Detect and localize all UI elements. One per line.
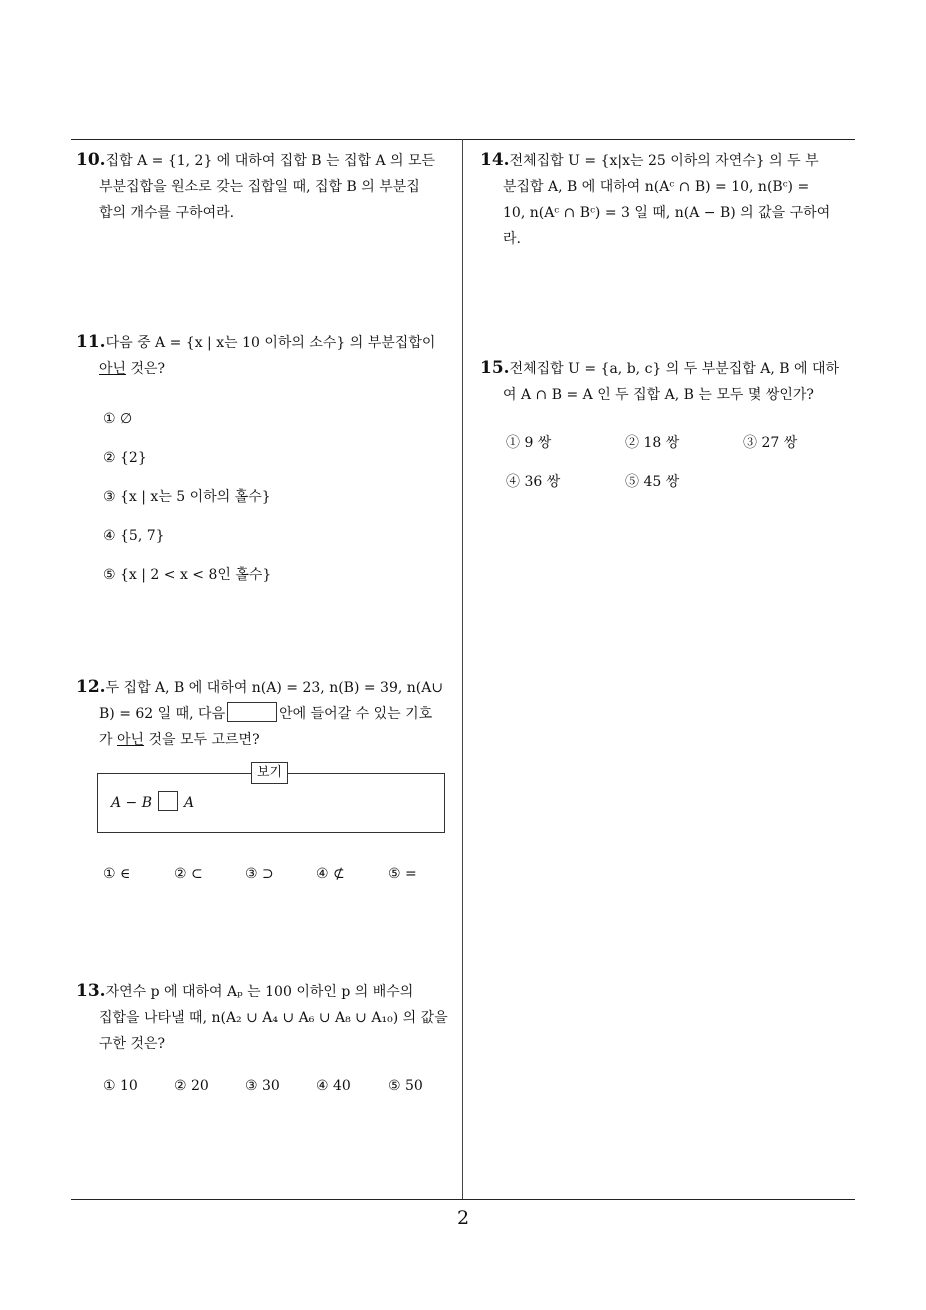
q11-options <box>103 406 271 601</box>
bottom-rule <box>71 1199 855 1200</box>
bogi-content <box>111 791 194 811</box>
option-1[interactable]: ① 9 쌍 <box>506 435 552 451</box>
bogi-expression-right: A <box>184 795 195 811</box>
question-15 <box>480 355 858 408</box>
option-3[interactable]: ③ ⊃ <box>245 866 274 882</box>
option-2[interactable]: ② {2} <box>103 450 147 466</box>
question-12 <box>76 674 461 753</box>
question-number: 11. <box>76 332 106 352</box>
bogi-box <box>97 765 445 833</box>
option-4[interactable]: ④ 40 <box>316 1078 351 1094</box>
question-text-line: 구한 것은? <box>99 1036 166 1052</box>
option-3[interactable]: ③ 27 쌍 <box>743 435 798 451</box>
question-text-line: 두 집합 A, B 에 대하여 n(A) = 23, n(B) = 39, n(A∪ <box>105 680 444 696</box>
question-number: 14. <box>480 150 510 170</box>
question-text-line: 합의 개수를 구하여라. <box>99 205 235 221</box>
question-text: 것을 모두 고르면? <box>144 732 260 748</box>
q15-options-row-1 <box>506 432 846 458</box>
option-2[interactable]: ② 18 쌍 <box>625 435 680 451</box>
bogi-title: 보기 <box>251 762 288 784</box>
option-1[interactable]: ① ∅ <box>103 411 133 427</box>
question-text-line: 전체집합 U = {x|x는 25 이하의 자연수} 의 두 부 <box>509 153 819 169</box>
question-number: 13. <box>76 981 106 1001</box>
page-number: 2 <box>456 1207 470 1229</box>
question-text-line: 자연수 p 에 대하여 Aₚ 는 100 이하인 p 의 배수의 <box>105 984 414 1000</box>
top-rule <box>71 139 855 140</box>
option-1[interactable]: ① ∈ <box>103 866 131 882</box>
option-2[interactable]: ② ⊂ <box>174 866 203 882</box>
question-text-line: 집합을 나타낼 때, n(A₂ ∪ A₄ ∪ A₆ ∪ A₈ ∪ A₁₀) 의 값을 <box>99 1010 448 1026</box>
question-11 <box>76 329 456 382</box>
option-3[interactable]: ③ {x | x는 5 이하의 홀수} <box>103 489 271 505</box>
question-number: 12. <box>76 677 106 697</box>
question-text-line: 라. <box>503 231 521 247</box>
column-divider <box>462 139 463 1200</box>
option-5[interactable]: ⑤ {x | 2 < x < 8인 홀수} <box>103 567 272 583</box>
option-5[interactable]: ⑤ 45 쌍 <box>625 474 680 490</box>
blank-box <box>227 702 277 722</box>
bogi-expression-left: A − B <box>111 795 153 811</box>
question-text-line: 여 A ∩ B = A 인 두 집합 A, B 는 모두 몇 쌍인가? <box>503 387 814 403</box>
bogi-blank-box <box>158 791 178 811</box>
question-text: B) = 62 일 때, 다음 <box>99 706 226 722</box>
question-text-line: 집합 A = {1, 2} 에 대하여 집합 B 는 집합 A 의 모든 <box>105 153 436 169</box>
option-5[interactable]: ⑤ = <box>388 866 417 882</box>
option-4[interactable]: ④ 36 쌍 <box>506 474 561 490</box>
question-14 <box>480 147 858 252</box>
question-13 <box>76 978 461 1057</box>
q13-options <box>103 1078 443 1104</box>
q12-options <box>103 866 443 892</box>
question-text-line: 전체집합 U = {a, b, c} 의 두 부분집합 A, B 에 대하 <box>509 361 840 377</box>
underlined-word: 아닌 <box>99 361 127 377</box>
question-10 <box>76 147 456 226</box>
option-4[interactable]: ④ {5, 7} <box>103 528 165 544</box>
question-text-line: 10, n(Aᶜ ∩ Bᶜ) = 3 일 때, n(A − B) 의 값을 구하여 <box>503 205 831 221</box>
question-number: 10. <box>76 150 106 170</box>
question-text: 가 <box>99 732 117 748</box>
question-text-line: 분집합 A, B 에 대하여 n(Aᶜ ∩ B) = 10, n(Bᶜ) = <box>503 179 810 195</box>
option-5[interactable]: ⑤ 50 <box>388 1078 423 1094</box>
option-2[interactable]: ② 20 <box>174 1078 209 1094</box>
option-4[interactable]: ④ ⊄ <box>316 866 345 882</box>
question-text: 것은? <box>126 361 166 377</box>
question-text-line: 부분집합을 원소로 갖는 집합일 때, 집합 B 의 부분집 <box>99 179 420 195</box>
question-text: 안에 들어갈 수 있는 기호 <box>279 706 433 722</box>
question-number: 15. <box>480 358 510 378</box>
underlined-word: 아닌 <box>116 732 145 748</box>
option-1[interactable]: ① 10 <box>103 1078 138 1094</box>
option-3[interactable]: ③ 30 <box>245 1078 280 1094</box>
q15-options-row-2 <box>506 471 846 497</box>
question-text-line: 다음 중 A = {x | x는 10 이하의 소수} 의 부분집합이 <box>105 335 436 351</box>
